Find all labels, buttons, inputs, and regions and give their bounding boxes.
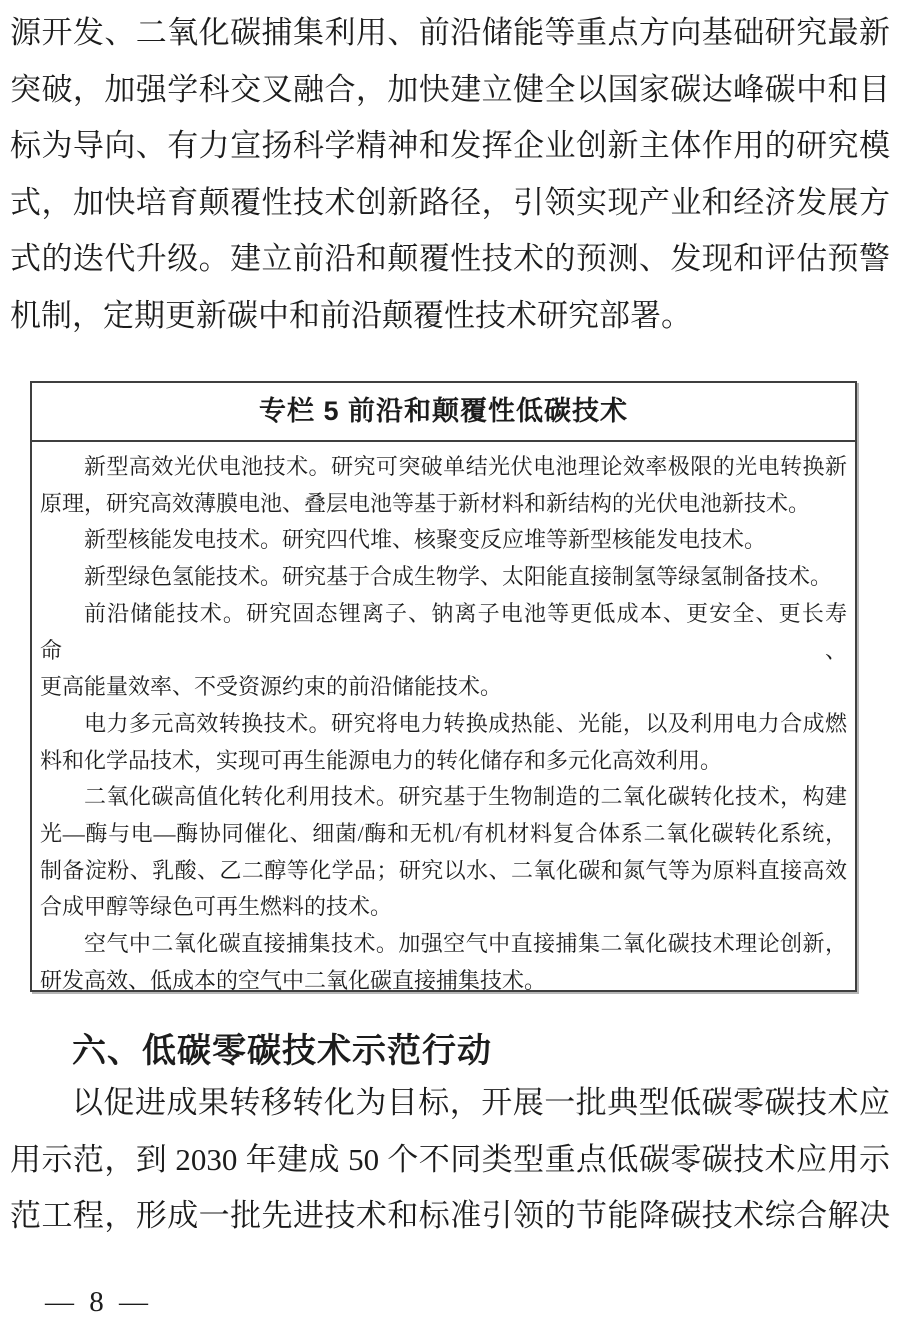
text-line: 研发高效、低成本的空气中二氧化碳直接捕集技术。: [40, 967, 547, 993]
text-segment: 用示范，到: [10, 1141, 176, 1177]
text-line: 制备淀粉、乳酸、乙二醇等化学品；研究以水、二氧化碳和氮气等为原料直接高效: [40, 857, 847, 883]
intro-paragraph: [10, 5, 890, 344]
count-value: 50: [348, 1141, 380, 1177]
text-line: [10, 1132, 890, 1189]
text-line: 合成甲醇等绿色可再生燃料的技术。: [40, 894, 393, 920]
text-line: 源开发、二氧化碳捕集利用、前沿储能等重点方向基础研究最新: [10, 15, 890, 50]
text-line: 二氧化碳高值化转化利用技术。研究基于生物制造的二氧化碳转化技术，构建: [84, 784, 847, 810]
text-line: 突破，加强学科交叉融合，加快建立健全以国家碳达峰碳中和目: [10, 71, 890, 107]
text-segment: 个不同类型重点低碳零碳技术应用示: [379, 1141, 891, 1177]
closing-paragraph: [10, 1075, 890, 1245]
text-line: 式的迭代升级。建立前沿和颠覆性技术的预测、发现和评估预警: [10, 241, 890, 276]
text-line: 范工程，形成一批先进技术和标准引领的节能降碳技术综合解决: [10, 1198, 890, 1233]
text-line: 新型绿色氢能技术。研究基于合成生物学、太阳能直接制氢等绿氢制备技术。: [84, 564, 833, 590]
column5-box-body: [32, 442, 855, 1000]
year-value: 2030: [175, 1141, 238, 1177]
text-line: 原理，研究高效薄膜电池、叠层电池等基于新材料和新结构的光伏电池新技术。: [40, 490, 811, 516]
text-line: 前沿储能技术。研究固态锂离子、钠离子电池等更低成本、更安全、更长寿命、: [40, 600, 847, 663]
text-line: 光—酶与电—酶协同催化、细菌/酶和无机/有机材料复合体系二氧化碳转化系统，: [40, 821, 847, 847]
section6-heading: 六、低碳零碳技术示范行动: [72, 1032, 492, 1070]
text-line: 标为导向、有力宣扬科学精神和发挥企业创新主体作用的研究模: [10, 128, 890, 163]
text-segment: 年建成: [237, 1141, 349, 1177]
column5-box: [30, 381, 857, 992]
text-line: 新型核能发电技术。研究四代堆、核聚变反应堆等新型核能发电技术。: [84, 527, 767, 553]
text-line: 电力多元高效转换技术。研究将电力转换成热能、光能，以及利用电力合成燃: [84, 710, 847, 736]
text-line: 空气中二氧化碳直接捕集技术。加强空气中直接捕集二氧化碳技术理论创新，: [84, 931, 847, 957]
text-line: 更高能量效率、不受资源约束的前沿储能技术。: [40, 674, 503, 700]
text-line: 机制，定期更新碳中和前沿颠覆性技术研究部署。: [10, 297, 692, 333]
page-number: — 8 —: [45, 1286, 152, 1318]
column5-box-title: 专栏 5 前沿和颠覆性低碳技术: [32, 383, 855, 442]
text-line: 料和化学品技术，实现可再生能源电力的转化储存和多元化高效利用。: [40, 747, 723, 773]
text-line: 式，加快培育颠覆性技术创新路径，引领实现产业和经济发展方: [10, 184, 890, 220]
text-line: 以促进成果转移转化为目标，开展一批典型低碳零碳技术应: [72, 1085, 890, 1120]
text-line: 新型高效光伏电池技术。研究可突破单结光伏电池理论效率极限的光电转换新: [84, 454, 847, 479]
